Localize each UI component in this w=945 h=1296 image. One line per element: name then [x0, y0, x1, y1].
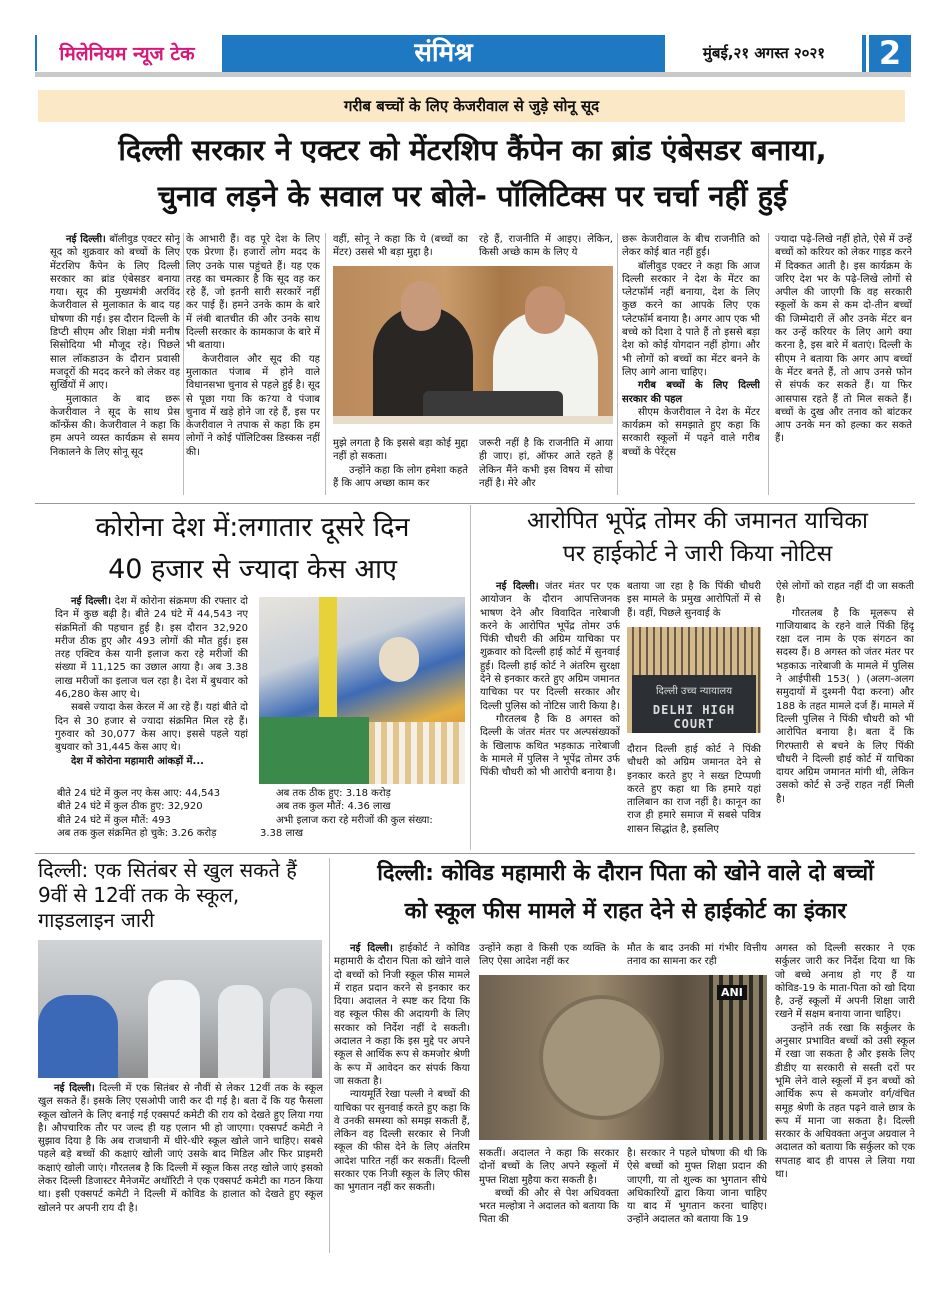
dateline: नई दिल्ली।	[54, 1083, 95, 1094]
lead-column-6	[775, 233, 912, 498]
paragraph: केजरीवाल और सूद की यह मुलाकात पंजाब में होने वाले विधानसभा चुनाव से पहले हुई है। सूद से पूछा गया कि क?या वे पंजाब चुनाव में खड़े होने जा रहे हैं, इस पर केजरीवाल ने तपाक से कहा कि हम लोगों ने कोई पॉलिटिक्स डिस्कस नहीं की।	[186, 353, 320, 458]
corona-stat-active-value: 3.38 लाख	[260, 828, 303, 839]
lead-column-3-top	[333, 233, 468, 261]
teacher-figure	[38, 995, 118, 1078]
subheading: गरीब बच्चों के लिए दिल्ली सरकार की पहल	[622, 380, 760, 405]
paragraph: बच्चों की और से पेश अधिवक्ता भरत मल्होत्रा ने अदालत को बताया कि पिता की	[479, 1187, 619, 1226]
fees-column-2-bottom	[479, 1147, 619, 1254]
lead-column-2	[186, 233, 320, 498]
lead-column-4-bottom	[479, 437, 613, 497]
corona-stat-total-recovered: अब तक ठीक हुए: 3.18 करोड़	[276, 788, 391, 799]
schools-headline: दिल्ली: एक सितंबर से खुल सकते हैं 9वीं से 12वीं तक के स्कूल, गाइडलाइन जारी	[38, 858, 297, 932]
person-right-face	[525, 286, 565, 334]
lead-kicker	[38, 90, 905, 122]
corona-stats-list	[57, 787, 257, 840]
tomar-column-2-bottom	[627, 743, 761, 849]
page-number: 2	[869, 35, 911, 72]
fence	[369, 722, 465, 784]
tomar-column-2-top	[627, 580, 761, 622]
subheading: देश में कोरोना महामारी आंकड़ों में...	[71, 755, 204, 767]
fees-column-4	[775, 942, 915, 1254]
student-figure	[218, 985, 263, 1078]
school-temperature-check-photo	[38, 940, 322, 1078]
dateline: नई दिल्ली।	[350, 943, 393, 954]
tomar-column-1	[480, 580, 620, 848]
court-emblem-seal	[539, 995, 664, 1120]
paragraph: वहीं, सोनू ने कहा कि ये (बच्चों का मेंटर) उससे भी बड़ा मुद्दा है।	[333, 234, 468, 259]
lead-column-3-bottom	[333, 437, 468, 497]
masthead-left-rule	[35, 35, 37, 71]
high-court-emblem-photo	[479, 975, 767, 1140]
paragraph: छरू केजरीवाल के बीच राजनीति को लेकर कोई बात नहीं हुई।	[622, 234, 760, 259]
paragraph: बताया जा रहा है कि पिंकी चौधरी इस मामले के प्रमुख आरोपितों में से हैं। वहीं, पिछले सुनवाई के	[627, 581, 761, 619]
lead-column-5	[622, 233, 760, 498]
paragraph: उन्होंने कहा वे किसी एक व्यक्ति के लिए ऐसा आदेश नहीं कर	[479, 943, 619, 968]
tomar-headline-line-1: आरोपित भूपेंद्र तोमर की जमानत याचिका	[527, 508, 868, 534]
dateline: नई दिल्ली।	[71, 596, 112, 607]
paragraph: सबसे ज्यादा केस केरल में आ रहे हैं। यहां बीते दो दिन से 30 हजार से ज्यादा संक्रमित मिल रहे हैं। गुरुवार को 30,077 केस आए। इससे पहले यहां बुधवार को 31,445 केस आए थे।	[55, 702, 248, 754]
corona-stats-right	[276, 787, 476, 827]
lead-headline-line-1: दिल्ली सरकार ने एक्टर को मेंटरशिप कैंपेन का ब्रांड एंबेसडर बनाया,	[118, 133, 827, 167]
column-divider	[617, 233, 618, 495]
masthead-underline	[35, 72, 911, 77]
paragraph: सीएम केजरीवाल ने देश के मेंटर कार्यक्रम को समझाते हुए कहा कि सरकारी स्कूलों में पढ़ने वाले गरीब बच्चों के पेरेंट्स	[622, 406, 760, 458]
student-figure	[270, 988, 312, 1078]
corona-stat-total-infected: अब तक कुल संक्रमित हो चुके: 3.26 करोड़	[57, 827, 217, 839]
column-divider	[183, 233, 184, 495]
fees-column-2-top	[479, 942, 619, 970]
fees-column-3-top	[627, 942, 767, 970]
paragraph: उन्होंने कहा कि लोग हमेशा कहते हैं कि आप अच्छा काम कर	[333, 464, 468, 489]
corona-stat-active: अभी इलाज करा रहे मरीजों की कुल संख्या:	[276, 814, 433, 826]
paragraph	[50, 233, 180, 393]
corona-column-1	[55, 595, 248, 790]
fees-column-3-bottom	[627, 1147, 767, 1254]
paragraph-text: देश में कोरोना संक्रमण की रफ्तार दो दिन में कुछ बढ़ी है। बीते 24 घंटे में 44,543 नए संक्रमितों की पहचान हुई है। इस दौरान 32,920 मरीज ठीक हुए और 493 लोगों की मौत हुई। इस तरह एक्टिव केस यानी इलाज करा रहे मरीजों की संख्या में 11,125 का उछाल आया है। अब 3.38 लाख मरीजों का इलाज चल रहा है। देश में बुधवार को 46,280 केस आए थे।	[55, 596, 248, 701]
paragraph: बॉलीवुड एक्टर ने कहा कि आज दिल्ली सरकार ने देश के मेंटर का प्लेटफॉर्म नहीं बनाया, देश के लिए कुछ करने का आपके लिए एक प्लेटफॉर्म बनाया है। अगर आप एक भी बच्चे को दिशा दे पाते हैं तो इससे बड़ा देश को कोई योगदान नहीं होगा। और भी लोगों को बच्चों का मेंटर बनने के लिए आगे आना चाहिए।	[622, 260, 760, 378]
paragraph: सकतीं। अदालत ने कहा कि सरकार दोनों बच्चों के लिए अपने स्कूलों में मुफ्त शिक्षा मुहैया करा सकती है।	[479, 1148, 619, 1186]
section-divider	[35, 853, 915, 854]
paragraph-text: हाईकोर्ट ने कोविड महामारी के दौरान पिता को खोने वाले दो बच्चों को निजी स्कूल फीस मामले में राहत प्रदान करने से इनकार कर दिया। अदालत ने स्पष्ट कर दिया कि वह स्कूल फीस की अदायगी के लिए सरकार को निर्देश नहीं दे सकती। अदालत ने कहा कि इस मुद्दे पर अपने स्कूल से आर्थिक रूप से कमजोर श्रेणी के रूप में आवेदन कर संपर्क किया जा सकता है।	[334, 943, 470, 1087]
tomar-column-3	[776, 580, 914, 848]
paper-name-logo: मिलेनियम न्यूज टेक	[59, 43, 195, 65]
tomar-headline-line-2: पर हाईकोर्ट ने जारी किया नोटिस	[562, 541, 833, 567]
paragraph: है। सरकार ने पहले घोषणा की थी कि ऐसे बच्चों को मुफ्त शिक्षा प्रदान की जाएगी, या तो शुल्क का भुगतान सीधे अधिकारियों द्वारा किया जाना चाहिए या बाद में भुगतान करना चाहिए। उन्होंने अदालत को बताया कि 19	[627, 1148, 767, 1226]
paragraph	[480, 580, 620, 713]
paragraph: मौत के बाद उनकी मां गंभीर वित्तीय तनाव का सामना कर रही	[627, 943, 767, 968]
student-figure	[148, 980, 200, 1078]
paragraph	[334, 942, 470, 1088]
corona-headline-line-2: 40 हजार से ज्यादा केस आए	[108, 554, 397, 585]
teddy-bear	[379, 637, 419, 682]
issue-date: मुंबई,२१ अगस्त २०२१	[702, 44, 826, 62]
section-title: संमिश्र	[414, 38, 473, 68]
paragraph: ज्यादा पढ़े-लिखे नहीं होते, ऐसे में उन्हें बच्चों को करियर को लेकर गाइड करने में दिक्कत आती है। इस कार्यक्रम के जरिए देश भर के पढ़े-लिखे लोगों से अपील की जाएगी कि वह सरकारी स्कूलों के कम से कम दो-तीन बच्चों की जिम्मेदारी लें और उनके मेंटर बन कर उन्हें करियर के लिए आगे क्या करना है, इस बारे में बताएं। दिल्ली के सीएम ने बताया कि अगर आप बच्चों के मेंटर बनते हैं, तो आप उनसे फोन से संपर्क कर सकते हैं। या फिर आसपास रहते हैं तो मिल सकते हैं। बच्चों के दुख और तनाव को बांटकर आप उनके मन को हल्का कर सकते हैं।	[775, 234, 912, 445]
court-sign-hindi: दिल्ली उच्च न्यायालय	[655, 686, 733, 697]
paragraph: गौरतलब है कि 8 अगस्त को दिल्ली के जंतर मंतर पर अल्पसंख्यकों के खिलाफ कथित भड़काऊ नारेबाजी के मामले में पुलिस ने भूपेंद्र तोमर उर्फ पिंकी चौधरी को भी आरोपी बनाया है।	[480, 713, 620, 779]
corona-stat-new-cases: बीते 24 घंटे में कुल नए केस आए: 44,543	[57, 788, 221, 799]
dateline: नई दिल्ली।	[496, 581, 539, 592]
schools-column-1	[38, 1082, 323, 1252]
paragraph: न्यायमूर्ति रेखा पल्ली ने बच्चों की याचिका पर सुनवाई करते हुए कहा कि वे उनकी समस्या को समझ सकती हैं, लेकिन वह दिल्ली सरकार से निजी स्कूल की फीस देने के लिए अंतरिम आदेश पारित नहीं कर सकतीं। दिल्ली सरकार एक निजी स्कूल के लिए फीस का भुगतान नहीं कर सकती।	[334, 1089, 470, 1194]
paragraph: के आभारी हैं। वह पूरे देश के लिए एक प्रेरणा हैं। हजारों लोग मदद के लिए उनके पास पहुंचते हैं। यह एक तरह का चमत्कार है कि सूद वह कर रहे हैं, जो इतनी सारी सरकारें नहीं कर पाई हैं। हमने उनके काम के बारे में लंबी बातचीत की और उनके साथ दिल्ली सरकार के कामकाज के बारे में भी बताया।	[186, 234, 320, 352]
person-left-face	[401, 281, 441, 331]
paragraph: गौरतलब है कि मूलरूप से गाजियाबाद के रहने वाले पिंकी हिंदू रक्षा दल नाम के एक संगठन का सदस्य हैं। 8 अगस्त को जंतर मंतर पर भड़काऊ नारेबाजी के मामले में पुलिस ने आईपीसी 153( ) (अलग-अलग समुदायों में दुश्मनी पैदा करना) और 188 के तहत मामले दर्ज हैं। मामले में दिल्ली पुलिस ने पिंकी चौधरी को भी आरोपित बनाया है। बता दें कि गिरफ्तारी से बचने के लिए पिंकी चौधरी ने दिल्ली हाई कोर्ट में याचिका दायर अग्रिम जमानत मांगी थी, लेकिन उसको कोर्ट से उन्हें राहत नहीं मिली है।	[776, 607, 914, 805]
paragraph: रहे हैं, राजनीति में आइए। लेकिन, किसी अच्छे काम के लिए ये	[479, 234, 613, 259]
paragraph-text: जंतर मंतर पर एक आयोजन के दौरान आपत्तिजनक भाषण देने और विवादित नारेबाजी करने के आरोपित भूपेंद्र तोमर उर्फ पिंकी चौधरी की अग्रिम याचिका पर शुक्रवार को दिल्ली हाई कोर्ट में सुनवाई हुई। दिल्ली हाई कोर्ट ने अंतरिम सुरक्षा देने से इनकार करते हुए अग्रिम जमानत याचिका पर पर दिल्ली सरकार और दिल्ली पुलिस को नोटिस जारी किया है।	[480, 581, 620, 712]
lead-headline-line-2: चुनाव लड़ने के सवाल पर बोले- पॉलिटिक्स पर चर्चा नहीं हुई	[157, 179, 788, 213]
corona-headline-line-1: कोरोना देश में:लगातार दूसरे दिन	[95, 512, 410, 543]
corona-stat-deaths: बीते 24 घंटे में कुल मौतें: 493	[57, 814, 171, 826]
paragraph: जरूरी नहीं है कि राजनीति में आया ही जाए। हां, ऑफर आते रहते हैं लेकिन मैंने कभी इस विषय में सोचा नहीं है। मेरे और	[479, 438, 613, 489]
paragraph-text: दिल्ली में एक सितंबर से नौवीं से लेकर 12वीं तक के स्कूल खुल सकते हैं। इसके लिए एसओपी जारी कर दी गई है। बता दें कि यह फैसला स्कूल खोलने के लिए बनाई गई एक्सपर्ट कमेटी की राय को देखते हुए लिया गया है। औपचारिक तौर पर जल्द ही यह एलान भी हो जाएगा। एक्सपर्ट कमेटी ने सुझाव दिया है कि अब राजधानी में धीरे-धीरे स्कूल खोले जाने चाहिए। सबसे पहले बड़े बच्चों की कक्षाएं खोली जाएं उसके बाद मिडिल और फिर प्राइमरी कक्षाएं खोली जाएं। गौरतलब है कि दिल्ली में स्कूल किस तरह खोले जाएं इसको लेकर दिल्ली डिजास्टर मैनेजमेंट अथॉरिटी ने एक एक्सपर्ट कमेटी का गठन किया था। इसी एक्सपर्ट कमेटी ने दिल्ली में कोविड के हालात को देखते हुए स्कूल खोलने पर अपनी राय दी है।	[38, 1083, 323, 1214]
table-edge	[333, 416, 613, 424]
dateline: नई दिल्ली।	[66, 234, 106, 245]
ani-watermark: ANI	[717, 985, 747, 1000]
column-divider	[768, 233, 769, 495]
green-cabinet	[259, 717, 369, 784]
section-divider-vertical	[470, 505, 471, 850]
section-divider	[35, 503, 915, 504]
corona-stat-recovered: बीते 24 घंटे में कुल ठीक हुए: 32,920	[57, 801, 203, 813]
lead-column-4-top	[479, 233, 613, 261]
fees-column-1	[334, 942, 470, 1254]
sonu-sood-kejriwal-press-photo	[333, 266, 613, 424]
delhi-high-court-photo	[627, 627, 761, 733]
section-banner	[222, 35, 665, 72]
court-sign-english: DELHI HIGH COURT	[652, 703, 736, 731]
paragraph	[38, 1082, 323, 1215]
court-signboard	[632, 675, 756, 733]
column-divider	[325, 233, 326, 495]
corona-stat-total-deaths: अब तक कुल मौतें: 4.36 लाख	[276, 801, 391, 813]
paragraph: मुझे लगता है कि इससे बड़ा कोई मुद्दा नहीं हो सकता।	[333, 438, 468, 463]
page-number-rule	[862, 35, 866, 72]
lead-column-1	[50, 233, 180, 498]
paragraph: दौरान दिल्ली हाई कोर्ट ने पिंकी चौधरी को अग्रिम जमानत देने से इनकार करते हुए ने सख्त टिप्पणी करते हुए कहा था कि हमारे यहां तालिबान का राज नहीं है। कानून का राज ही हमारे समाज में सबसे पवित्र शासन सिद्धांत है, इसलिए	[627, 744, 761, 835]
paragraph: मुलाकात के बाद छरू केजरीवाल ने सूद के साथ प्रेस कॉन्फ्रेंस की। केजरीवाल ने कहा कि हम अपने व्यस्त कार्यक्रम से समय निकालने के लिए सोनू सूद	[50, 393, 180, 458]
paragraph: अगस्त को दिल्ली सरकार ने एक सर्कुलर जारी कर निर्देश दिया था कि जो बच्चे अनाथ हो गए हैं या कोविड-19 के माता-पिता को खो दिया है, उन्हें स्कूलों में अपनी शिक्षा जारी रखने में सक्षम बनाया जाना चाहिए।	[775, 943, 915, 1021]
paragraph-text: बॉलीवुड एक्टर सोनू सूद को शुक्रवार को बच्चों के लिए मेंटरशिप कैंपेन के लिए दिल्ली सरकार का ब्रांड एंबेसडर बनाया गया। सूद की मुख्यमंत्री अरविंद केजरीवाल से मुलाकात के बाद यह घोषणा की गई। इस दौरान दिल्ली के डिप्टी सीएम और शिक्षा मंत्री मनीष सिसोदिया भी मौजूद रहे। पिछले साल लॉकडाउन के दौरान प्रवासी मजदूरों की मदद करने को लेकर वह सुर्खियों में आए।	[50, 234, 180, 392]
paragraph: ऐसे लोगों को राहत नहीं दी जा सकती है।	[776, 581, 914, 606]
paragraph: उन्होंने तर्क रखा कि सर्कुलर के अनुसार प्रभावित बच्चों को उसी स्कूल में रखा जा सकता है और इसके लिए डीडीए या सरकारी से सस्ती दरों पर भूमि लेने वाले स्कूलों में इन बच्चों को आर्थिक रूप से कमजोर वर्ग/वंचित समूह श्रेणी के तहत पढ़ने वाले छात्र के रूप में माना जा सकता है। दिल्ली सरकार के अधिवक्ता अनुज अग्रवाल ने अदालत को बताया कि सर्कुलर को एक सपताह बाद ही वापस ले लिया गया था।	[775, 1022, 915, 1181]
paragraph	[55, 595, 248, 701]
lead-kicker-text: गरीब बच्चों के लिए केजरीवाल से जुड़े सोनू सूद	[343, 97, 600, 115]
fees-headline-line-1: दिल्ली: कोविड महामारी के दौरान पिता को खोने वाले दो बच्चों	[377, 861, 874, 886]
fees-headline-line-2: को स्कूल फीस मामले में राहत देने से हाईकोर्ट का इंकार	[404, 899, 847, 924]
section-divider-vertical	[329, 858, 330, 1253]
covid-children-ward-photo	[259, 597, 465, 784]
